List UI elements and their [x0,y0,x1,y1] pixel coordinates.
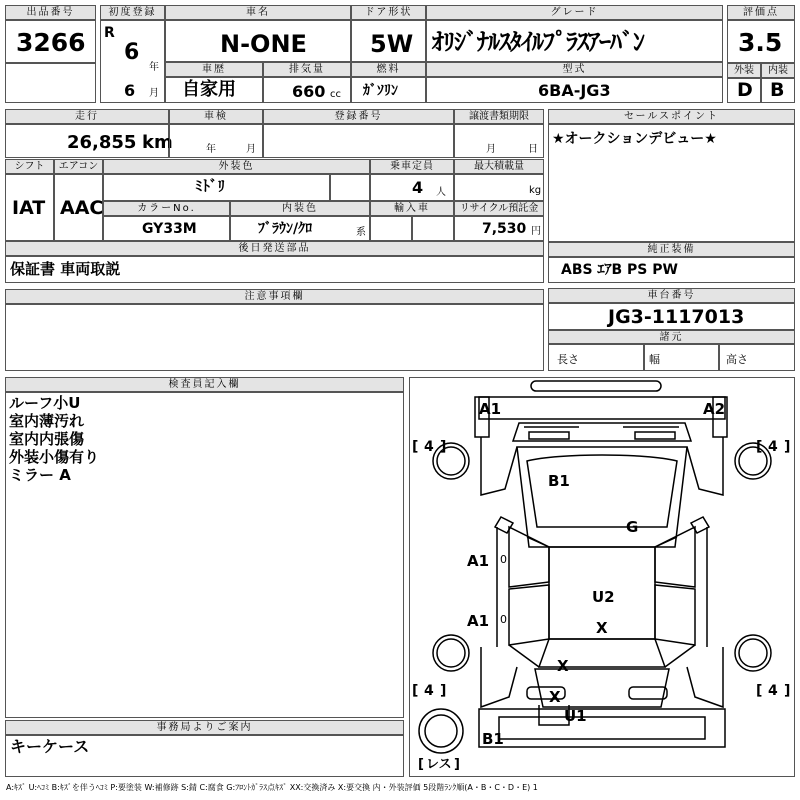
reg-month-value: 6 [124,81,136,100]
mark-a1-front-door: A1 [467,552,490,570]
mileage-value: 26,855 [67,132,137,153]
front-right-door [655,527,695,587]
inspector-line-2: 室内薄汚れ [9,412,85,430]
mark-a1-rear-door: A1 [467,612,490,630]
mark-x-rear: X [549,688,561,706]
windshield [527,455,677,527]
reg-month-unit: 月 [149,88,159,99]
inspector-line-1: ルーフ小U [9,394,81,412]
reg-year-unit: 年 [149,62,159,73]
inspector-line-5: ミラー A [9,466,71,484]
int-color-unit: 系 [356,227,366,238]
door-value: 5W [370,30,414,58]
front-left-fender [481,437,517,495]
lot-no-blank-cell [5,63,96,103]
max-load-header: 最大積載量 [454,159,544,174]
rear-right-fender [687,647,723,707]
recycle-header: リサイクル預託金 [454,201,544,216]
inspector-header: 検査員記入欄 [5,377,404,392]
transfer-header: 譲渡書類期限 [454,109,544,124]
shift-value: IAT [12,197,46,219]
color-no-header: カラーNo. [103,201,230,216]
ext-color-sub-cell [330,174,370,201]
score-header: 評価点 [727,5,795,20]
rear-left-tire [433,635,469,671]
ac-value: AAC [60,197,104,219]
score-value: 3.5 [738,28,783,57]
length-label: 長さ [557,353,579,366]
front-right-tire [735,443,771,479]
mileage-header: 走行 [5,109,169,124]
front-left-tire [433,443,469,479]
width-label: 幅 [649,353,660,366]
car-name-value: N-ONE [220,30,307,58]
import-sub-cell [412,216,454,241]
interior-value: B [770,79,785,101]
caution-header: 注意事項欄 [5,289,544,304]
inspection-month-unit: 月 [246,144,256,155]
transfer-month-unit: 月 [486,144,496,155]
legend-text: A:ｷｽﾞ U:ﾍｺﾐ B:ｷｽﾞを伴うﾍｺﾐ P:要塗装 W:補修跡 S:錆 C:腐食 G:ﾌﾛﾝﾄｶﾞﾗｽ点ｷｽﾞ XX:交換済み X:要交換 内・外装評価 5段階ﾗﾝｸ順(A・B・C・D・E) 1 [6,783,538,792]
tire-rear-left-value: 4 [424,683,434,699]
chassis-value: JG3-1117013 [608,306,745,328]
later-parts-header: 後日発送部品 [5,241,544,256]
spare-close: ] [454,757,460,772]
door-header: ドア形状 [351,5,426,20]
rear-bumper [479,709,725,747]
displacement-header: 排気量 [263,62,351,77]
fuel-value: ｶﾞｿﾘﾝ [363,83,398,99]
capacity-value: 4 [412,178,424,197]
interior-header: 内装 [761,63,795,78]
front-right-fender [687,437,723,495]
mark-x-roof: X [596,619,608,637]
spare-tire-value: レス [426,757,452,772]
color-no-value: GY33M [142,221,197,237]
plate-header: 登録番号 [263,109,454,124]
door-zero-rear: 0 [500,613,507,626]
tire-front-right-value: 4 [768,439,778,455]
tire-front-right-open: [ [756,439,763,455]
ext-color-value: ﾐﾄﾞﾘ [195,177,226,195]
office-value: キーケース [10,737,90,756]
sales-point-value: ★オークションデビュー★ [552,131,717,147]
mark-x-trunk: X [557,657,569,675]
equipment-value: ABS ｴｱB PS PW [561,262,678,278]
tire-rear-left-close: ] [440,683,447,699]
inspection-year-unit: 年 [206,144,216,155]
displacement-unit: cc [330,89,341,100]
displacement-value: 660 [292,82,326,101]
import-header: 輸入車 [370,201,454,216]
rear-bumper-inner [499,717,705,739]
car-diagram [409,377,795,777]
front-bumper [479,397,725,419]
mark-g-windshield: G [626,518,639,536]
reg-year-value: 6 [124,40,140,65]
import-cell [370,216,412,241]
mark-b1-roof: B1 [548,472,570,490]
mark-a2-front-right: A2 [703,400,726,418]
exterior-header: 外装 [727,63,761,78]
rear-left-door [509,585,549,645]
era-value: R [104,25,115,41]
tire-front-left-close: ] [440,439,447,455]
model-header: 型式 [426,62,723,77]
mark-u2-roof: U2 [592,588,615,606]
rear-right-door [655,585,695,645]
capacity-header: 乗車定員 [370,159,454,174]
mark-a1-front-left: A1 [479,400,502,418]
exterior-value: D [737,79,753,101]
capacity-unit: 人 [436,187,446,198]
ext-color-header: 外装色 [103,159,370,174]
fuel-header: 燃料 [351,62,426,77]
history-header: 車歴 [165,62,263,77]
recycle-unit: 円 [531,226,541,237]
spare-open: [ [418,757,424,772]
grade-header: グレード [426,5,723,20]
tire-front-left-value: 4 [424,439,434,455]
first-reg-header: 初度登録 [100,5,165,20]
recycle-value: 7,530 [482,221,527,237]
mark-b1-rear: B1 [482,730,504,748]
car-name-header: 車名 [165,5,351,20]
inspection-header: 車検 [169,109,263,124]
plate-cell [263,124,454,158]
tire-front-left-open: [ [412,439,419,455]
headlights [529,432,675,439]
mileage-unit: km [142,132,173,153]
model-value: 6BA-JG3 [538,81,611,100]
rear-right-tire [735,635,771,671]
lot-no-header: 出品番号 [5,5,96,20]
rear-left-fender [481,647,517,707]
hood-body [517,447,687,547]
inspector-line-4: 外装小傷有り [9,448,100,466]
inspector-line-3: 室内内張傷 [9,430,85,448]
sales-point-header: セールスポイント [548,109,795,124]
office-header: 事務局よりご案内 [5,720,404,735]
tire-rear-right-close: ] [784,683,791,699]
front-bumper-top [531,381,661,391]
dims-header: 諸元 [548,330,795,344]
tire-front-right-close: ] [784,439,791,455]
caution-cell [5,304,544,371]
mark-u1-rear: U1 [564,707,587,725]
chassis-header: 車台番号 [548,288,795,303]
int-color-value: ﾌﾞﾗｳﾝ/ｸﾛ [258,221,313,237]
equipment-header: 純正装備 [548,242,795,257]
height-label: 高さ [726,353,748,366]
history-value: 自家用 [182,79,236,100]
door-zero-front: 0 [500,553,507,566]
tire-rear-left-open: [ [412,683,419,699]
front-left-door [509,527,549,587]
ac-header: エアコン [54,159,103,174]
c-pillars [509,645,695,667]
transfer-day-unit: 日 [528,144,538,155]
int-color-header: 内装色 [230,201,370,216]
grade-value: ｵﾘｼﾞﾅﾙｽﾀｲﾙﾌﾟﾗｽｱｰﾊﾞﾝ [432,28,644,56]
rear-right-lamp [629,687,667,699]
tire-rear-right-open: [ [756,683,763,699]
max-load-unit: kg [529,185,542,196]
later-parts-value: 保証書 車両取説 [10,260,121,278]
tire-rear-right-value: 4 [768,683,778,699]
shift-header: シフト [5,159,54,174]
lot-no-value: 3266 [16,28,86,57]
a-pillars [527,537,677,547]
